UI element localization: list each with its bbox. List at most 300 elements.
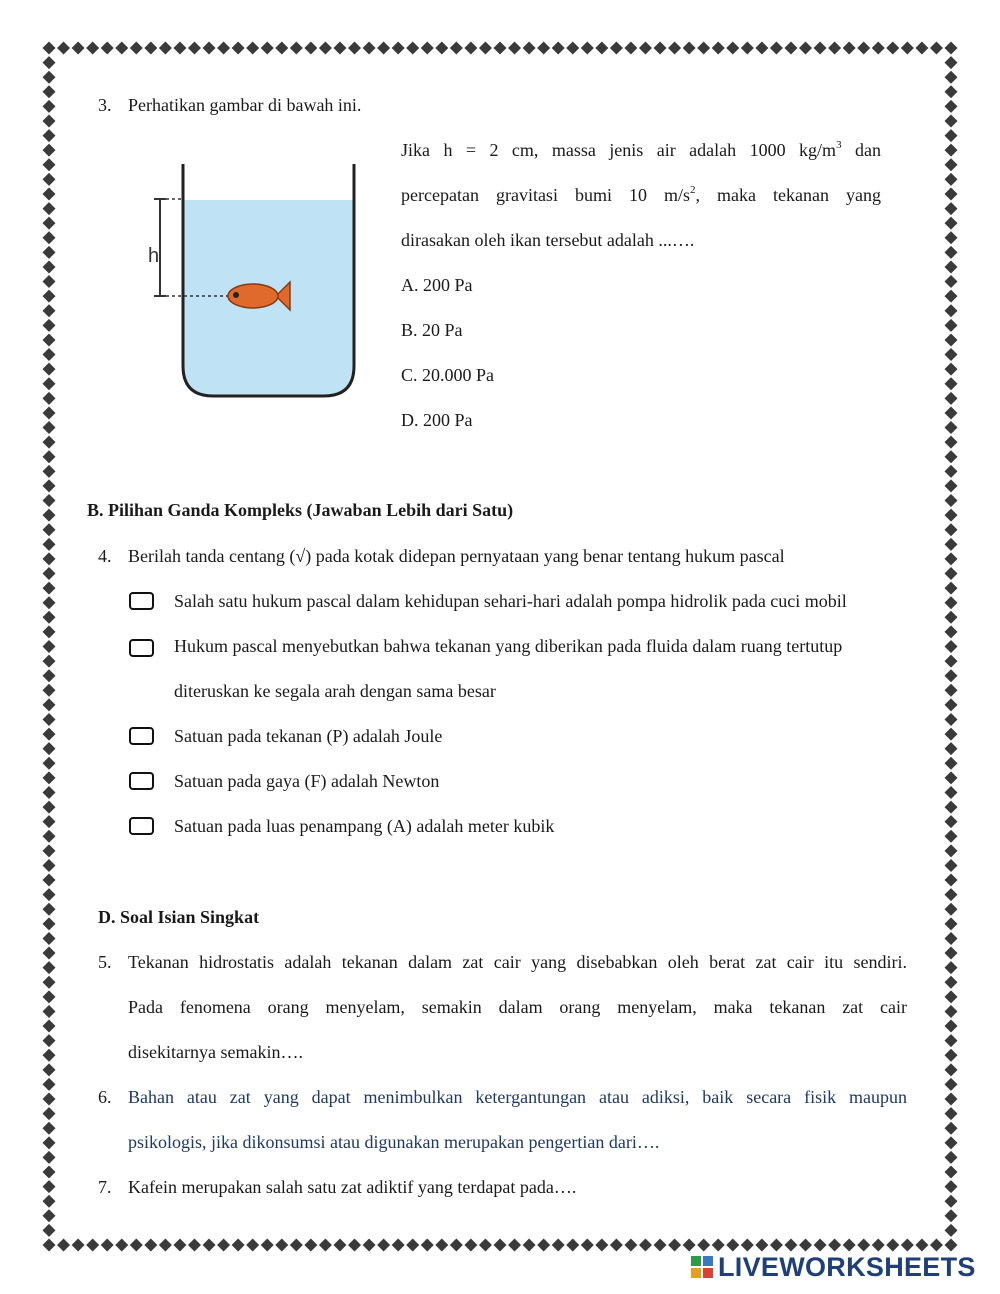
border-diamond [290, 1239, 303, 1252]
border-diamond [945, 771, 958, 784]
border-diamond [406, 42, 419, 55]
border-diamond [945, 260, 958, 273]
q5-line2: Pada fenomena orang menyelam, semakin dalam orang menyelam, maka tekanan zat cair [128, 997, 907, 1017]
border-diamond [101, 1239, 114, 1252]
border-diamond [945, 903, 958, 916]
border-diamond [43, 436, 56, 449]
border-diamond [537, 1239, 550, 1252]
q3-number: 3. [98, 95, 112, 115]
border-diamond [945, 990, 958, 1003]
border-diamond [945, 596, 958, 609]
border-diamond [333, 1239, 346, 1252]
border-diamond [945, 85, 958, 98]
liveworksheets-logo-icon [690, 1255, 716, 1279]
border-diamond [363, 1239, 376, 1252]
q5-line3: disekitarnya semakin…. [128, 1042, 303, 1062]
border-diamond [43, 1136, 56, 1149]
border-diamond [945, 1195, 958, 1208]
border-diamond [43, 217, 56, 230]
border-diamond [945, 450, 958, 463]
border-diamond [945, 757, 958, 770]
q4-prompt: Berilah tanda centang (√) pada kotak didepan pernyataan yang benar tentang hukum pascal [128, 546, 785, 566]
border-diamond [683, 42, 696, 55]
q4-item-1: Salah satu hukum pascal dalam kehidupan sehari-hari adalah pompa hidrolik pada cuci mobil [174, 591, 847, 611]
border-diamond [945, 509, 958, 522]
q4-item-2: Hukum pascal menyebutkan bahwa tekanan yang diberikan pada fluida dalam ruang tertutup [174, 636, 843, 656]
border-diamond [43, 100, 56, 113]
border-diamond [275, 1239, 288, 1252]
border-diamond [697, 42, 710, 55]
q5-line1: Tekanan hidrostatis adalah tekanan dalam zat cair yang disebabkan oleh berat zat cair itu sendiri. [128, 952, 907, 972]
border-diamond [668, 1239, 681, 1252]
border-diamond [945, 129, 958, 142]
border-diamond [43, 71, 56, 84]
border-diamond [945, 1151, 958, 1164]
border-diamond [945, 290, 958, 303]
border-diamond [945, 582, 958, 595]
border-diamond [173, 42, 186, 55]
border-diamond [945, 1063, 958, 1076]
q6-number: 6. [98, 1087, 112, 1107]
q4-item-2-continuation: diteruskan ke segala arah dengan sama besar [174, 681, 496, 701]
border-diamond [523, 42, 536, 55]
border-diamond [43, 56, 56, 69]
border-diamond [450, 42, 463, 55]
border-diamond [188, 42, 201, 55]
q3-text-line2: percepatan gravitasi bumi 10 $m/s^2$, maka tekanan yang [401, 184, 882, 205]
border-diamond [435, 1239, 448, 1252]
border-diamond [43, 684, 56, 697]
border-diamond [945, 698, 958, 711]
border-diamond [304, 1239, 317, 1252]
border-diamond [799, 42, 812, 55]
border-diamond [755, 42, 768, 55]
border-diamond [945, 961, 958, 974]
border-diamond [363, 42, 376, 55]
border-diamond [43, 1107, 56, 1120]
border-diamond [945, 333, 958, 346]
border-diamond [945, 742, 958, 755]
border-diamond [945, 801, 958, 814]
border-diamond [494, 1239, 507, 1252]
border-diamond [945, 844, 958, 857]
border-diamond [144, 1239, 157, 1252]
border-diamond [57, 1239, 70, 1252]
border-diamond [319, 1239, 332, 1252]
border-diamond [43, 1049, 56, 1062]
border-diamond [130, 42, 143, 55]
border-diamond [945, 669, 958, 682]
border-diamond [945, 728, 958, 741]
border-diamond [43, 757, 56, 770]
q3-text-line1: Jika h = 2 cm, massa jenis air adalah 1000 $kg/m^3$ dan [401, 139, 881, 160]
border-diamond [494, 42, 507, 55]
border-diamond [43, 655, 56, 668]
border-diamond [537, 42, 550, 55]
border-diamond [115, 42, 128, 55]
q3-option-b: B. 20 Pa [401, 320, 463, 340]
border-diamond [43, 815, 56, 828]
q7-line1: Kafein merupakan salah satu zat adiktif yang terdapat pada…. [128, 1177, 577, 1197]
border-diamond [43, 742, 56, 755]
border-diamond [945, 1209, 958, 1222]
border-diamond [945, 1034, 958, 1047]
border-diamond [945, 786, 958, 799]
border-diamond [945, 231, 958, 244]
border-diamond [43, 786, 56, 799]
border-diamond [43, 903, 56, 916]
border-diamond [43, 173, 56, 186]
border-diamond [741, 42, 754, 55]
border-diamond [304, 42, 317, 55]
border-diamond [784, 42, 797, 55]
border-diamond [144, 42, 157, 55]
border-diamond [43, 1005, 56, 1018]
border-diamond [479, 1239, 492, 1252]
border-diamond [43, 450, 56, 463]
border-diamond [43, 1166, 56, 1179]
border-diamond [43, 494, 56, 507]
border-diamond [275, 42, 288, 55]
border-diamond [945, 465, 958, 478]
border-diamond [624, 1239, 637, 1252]
border-diamond [43, 947, 56, 960]
border-diamond [508, 42, 521, 55]
border-diamond [43, 246, 56, 259]
border-diamond [843, 42, 856, 55]
border-diamond [43, 406, 56, 419]
border-diamond [173, 1239, 186, 1252]
border-diamond [945, 1078, 958, 1091]
border-diamond [43, 611, 56, 624]
border-diamond [945, 538, 958, 551]
border-diamond [945, 976, 958, 989]
border-diamond [43, 567, 56, 580]
border-diamond [945, 523, 958, 536]
border-diamond [945, 874, 958, 887]
border-diamond [86, 1239, 99, 1252]
q4-checkbox-5[interactable] [129, 817, 154, 835]
border-diamond [945, 815, 958, 828]
border-diamond [43, 1034, 56, 1047]
q4-checkbox-1[interactable] [129, 592, 154, 610]
border-diamond [43, 830, 56, 843]
border-diamond [945, 348, 958, 361]
border-diamond [217, 42, 230, 55]
border-diamond [450, 1239, 463, 1252]
border-diamond [945, 217, 958, 230]
border-diamond [945, 1049, 958, 1062]
border-diamond [43, 202, 56, 215]
border-diamond [421, 1239, 434, 1252]
border-diamond [232, 42, 245, 55]
border-diamond [945, 552, 958, 565]
border-diamond [654, 1239, 667, 1252]
border-diamond [43, 1209, 56, 1222]
border-diamond [479, 42, 492, 55]
border-diamond [945, 713, 958, 726]
border-diamond [43, 275, 56, 288]
border-diamond [43, 1195, 56, 1208]
border-diamond [319, 42, 332, 55]
border-diamond [217, 1239, 230, 1252]
border-diamond [43, 713, 56, 726]
q7-number: 7. [98, 1177, 112, 1197]
border-diamond [552, 42, 565, 55]
border-diamond [43, 158, 56, 171]
border-diamond [945, 917, 958, 930]
border-diamond [43, 509, 56, 522]
border-diamond [523, 1239, 536, 1252]
q4-checkbox-2[interactable] [129, 639, 154, 657]
border-diamond [261, 42, 274, 55]
border-diamond [159, 1239, 172, 1252]
border-diamond [43, 319, 56, 332]
border-diamond [770, 42, 783, 55]
border-diamond [566, 42, 579, 55]
border-diamond [43, 859, 56, 872]
border-diamond [86, 42, 99, 55]
border-diamond [43, 42, 56, 55]
border-diamond [43, 1063, 56, 1076]
fish-tank-figure [140, 158, 370, 408]
border-diamond [886, 42, 899, 55]
border-diamond [232, 1239, 245, 1252]
q4-checkbox-3[interactable] [129, 727, 154, 745]
border-diamond [43, 231, 56, 244]
border-diamond [945, 1166, 958, 1179]
border-diamond [945, 1005, 958, 1018]
border-diamond [43, 976, 56, 989]
border-diamond [566, 1239, 579, 1252]
border-diamond [43, 625, 56, 638]
border-diamond [348, 1239, 361, 1252]
border-diamond [43, 1093, 56, 1106]
border-diamond [945, 830, 958, 843]
border-diamond [945, 625, 958, 638]
border-diamond [945, 1107, 958, 1120]
border-diamond [945, 202, 958, 215]
border-diamond [377, 42, 390, 55]
border-diamond [43, 932, 56, 945]
border-diamond [945, 304, 958, 317]
border-diamond [595, 42, 608, 55]
q3-intro: Perhatikan gambar di bawah ini. [128, 95, 362, 115]
border-diamond [945, 859, 958, 872]
border-diamond [945, 144, 958, 157]
q6-line2: psikologis, jika dikonsumsi atau digunakan merupakan pengertian dari…. [128, 1132, 660, 1152]
border-diamond [945, 1093, 958, 1106]
q3-option-d: D. 200 Pa [401, 410, 473, 430]
border-diamond [43, 874, 56, 887]
border-diamond [115, 1239, 128, 1252]
border-diamond [43, 392, 56, 405]
border-diamond [43, 363, 56, 376]
border-diamond [639, 42, 652, 55]
border-diamond [901, 42, 914, 55]
q3-option-c: C. 20.000 Pa [401, 365, 495, 385]
border-diamond [43, 1122, 56, 1135]
border-diamond [43, 771, 56, 784]
border-diamond [945, 479, 958, 492]
border-diamond [43, 260, 56, 273]
border-diamond [624, 42, 637, 55]
border-diamond [246, 1239, 259, 1252]
border-diamond [43, 304, 56, 317]
border-diamond [43, 187, 56, 200]
border-diamond [43, 377, 56, 390]
border-diamond [857, 42, 870, 55]
border-diamond [43, 129, 56, 142]
border-diamond [872, 42, 885, 55]
border-diamond [464, 42, 477, 55]
border-diamond [43, 1224, 56, 1237]
border-diamond [945, 655, 958, 668]
border-diamond [43, 523, 56, 536]
section-b-heading: B. Pilihan Ganda Kompleks (Jawaban Lebih dari Satu) [87, 500, 514, 520]
border-diamond [945, 436, 958, 449]
border-diamond [945, 421, 958, 434]
liveworksheets-logo [690, 1250, 976, 1284]
border-diamond [945, 377, 958, 390]
border-diamond [915, 42, 928, 55]
q4-item-5: Satuan pada luas penampang (A) adalah meter kubik [174, 816, 555, 836]
border-diamond [945, 1224, 958, 1237]
border-diamond [43, 290, 56, 303]
border-diamond [930, 42, 943, 55]
h-label: h [148, 245, 160, 267]
q5-number: 5. [98, 952, 112, 972]
border-diamond [945, 888, 958, 901]
q6-line1: Bahan atau zat yang dapat menimbulkan ketergantungan atau adiksi, baik secara fisik maupun [128, 1087, 907, 1107]
border-diamond [43, 333, 56, 346]
border-diamond [406, 1239, 419, 1252]
border-diamond [581, 42, 594, 55]
border-diamond [945, 640, 958, 653]
border-diamond [43, 961, 56, 974]
border-diamond [945, 932, 958, 945]
border-diamond [508, 1239, 521, 1252]
q3-option-a: A. 200 Pa [401, 275, 473, 295]
border-diamond [43, 1020, 56, 1033]
border-diamond [43, 479, 56, 492]
border-diamond [945, 406, 958, 419]
border-diamond [43, 465, 56, 478]
border-diamond [43, 698, 56, 711]
border-diamond [43, 596, 56, 609]
border-diamond [43, 728, 56, 741]
border-diamond [377, 1239, 390, 1252]
border-diamond [43, 1180, 56, 1193]
border-diamond [43, 669, 56, 682]
section-d-heading: D. Soal Isian Singkat [98, 907, 260, 927]
border-diamond [43, 85, 56, 98]
border-diamond [945, 1020, 958, 1033]
border-diamond [261, 1239, 274, 1252]
border-diamond [581, 1239, 594, 1252]
border-diamond [828, 42, 841, 55]
border-diamond [654, 42, 667, 55]
border-diamond [43, 640, 56, 653]
border-diamond [43, 844, 56, 857]
border-diamond [945, 319, 958, 332]
border-diamond [43, 144, 56, 157]
border-diamond [43, 1239, 56, 1252]
border-diamond [348, 42, 361, 55]
border-diamond [945, 1180, 958, 1193]
border-diamond [945, 1136, 958, 1149]
border-diamond [188, 1239, 201, 1252]
border-diamond [595, 1239, 608, 1252]
border-diamond [57, 42, 70, 55]
border-diamond [945, 1122, 958, 1135]
border-diamond [945, 56, 958, 69]
border-diamond [668, 42, 681, 55]
border-diamond [945, 947, 958, 960]
border-diamond [43, 538, 56, 551]
border-diamond [246, 42, 259, 55]
border-diamond [203, 42, 216, 55]
border-diamond [43, 421, 56, 434]
border-diamond [43, 552, 56, 565]
border-diamond [159, 42, 172, 55]
border-diamond [290, 42, 303, 55]
border-diamond [43, 582, 56, 595]
border-diamond [945, 246, 958, 259]
border-diamond [639, 1239, 652, 1252]
border-diamond [945, 275, 958, 288]
border-diamond [464, 1239, 477, 1252]
border-diamond [130, 1239, 143, 1252]
border-diamond [945, 567, 958, 580]
border-diamond [610, 1239, 623, 1252]
border-diamond [43, 114, 56, 127]
border-diamond [945, 71, 958, 84]
border-diamond [392, 1239, 405, 1252]
border-diamond [203, 1239, 216, 1252]
border-diamond [610, 42, 623, 55]
border-diamond [552, 1239, 565, 1252]
border-diamond [945, 363, 958, 376]
border-diamond [43, 348, 56, 361]
q4-item-3: Satuan pada tekanan (P) adalah Joule [174, 726, 443, 746]
border-diamond [72, 42, 85, 55]
q4-item-4: Satuan pada gaya (F) adalah Newton [174, 771, 440, 791]
border-diamond [712, 42, 725, 55]
border-diamond [945, 392, 958, 405]
border-diamond [945, 611, 958, 624]
border-diamond [945, 187, 958, 200]
border-diamond [72, 1239, 85, 1252]
border-diamond [945, 494, 958, 507]
border-diamond [945, 42, 958, 55]
border-diamond [43, 917, 56, 930]
border-diamond [421, 42, 434, 55]
q4-number: 4. [98, 546, 112, 566]
border-diamond [726, 42, 739, 55]
q4-checkbox-4[interactable] [129, 772, 154, 790]
border-diamond [43, 990, 56, 1003]
border-diamond [101, 42, 114, 55]
border-diamond [945, 158, 958, 171]
border-diamond [43, 1078, 56, 1091]
border-diamond [43, 801, 56, 814]
border-diamond [435, 42, 448, 55]
border-diamond [43, 888, 56, 901]
border-diamond [945, 684, 958, 697]
liveworksheets-wordmark: LIVEWORKSHEETS [718, 1251, 976, 1282]
border-diamond [814, 42, 827, 55]
